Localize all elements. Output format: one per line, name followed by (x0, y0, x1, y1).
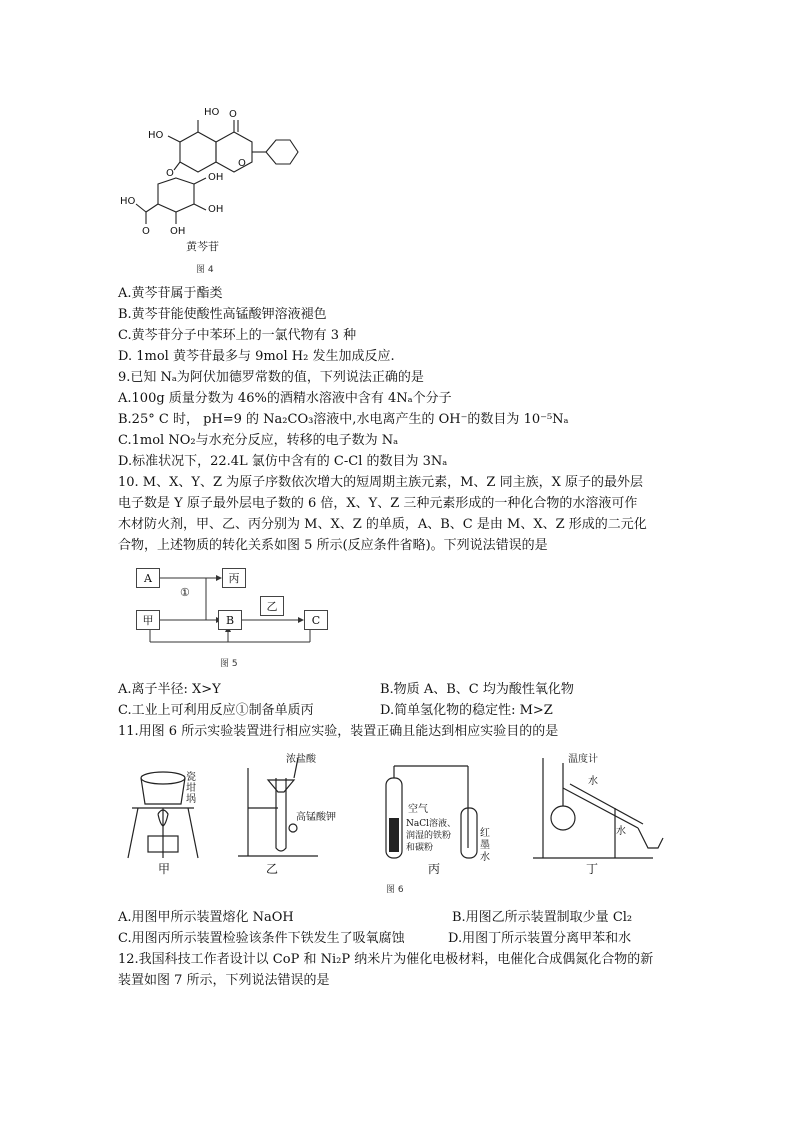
q12-line-2: 装置如图 7 所示，下列说法错误的是 (118, 973, 330, 988)
q9-option-c: C.1mol NO₂与水充分反应，转移的电子数为 Nₐ (118, 433, 399, 448)
node-yi: 乙 (260, 596, 284, 616)
q10-option-b: B.物质 A、B、C 均为酸性氧化物 (380, 682, 574, 697)
apparatus-jia: 甲 (158, 862, 171, 876)
nacl-label-3: 和碳粉 (406, 843, 434, 853)
q8-option-a: A.黄芩苷属于酯类 (118, 286, 223, 301)
water-in-label: 水 (588, 776, 598, 787)
svg-text:O: O (229, 109, 237, 120)
crucible-label-1: 瓷 (186, 772, 196, 783)
figure-4 (118, 100, 303, 275)
q10-option-c: C.工业上可利用反应①制备单质丙 (118, 703, 314, 718)
reaction-one-mark: ① (180, 586, 190, 599)
q10-line-3: 木材防火剂，甲、乙、丙分别为 M、X、Z 的单质，A、B、C 是由 M、X、Z 形成的二元化 (118, 517, 647, 532)
figure-5-caption: 图 5 (220, 659, 238, 669)
q10-option-a: A.离子半径: X>Y (118, 682, 221, 697)
q11-option-d: D.用图丁所示装置分离甲苯和水 (448, 931, 632, 946)
apparatus-yi: 乙 (266, 862, 279, 876)
svg-text:O: O (238, 158, 246, 169)
node-b: B (218, 610, 242, 630)
crucible-label-2: 坩 (186, 783, 196, 794)
q11-option-b: B.用图乙所示装置制取少量 Cl₂ (452, 910, 633, 925)
nacl-label-1: NaCl溶液、 (406, 819, 457, 829)
q9-stem: 9.已知 Nₐ为阿伏加德罗常数的值，下列说法正确的是 (118, 370, 424, 385)
svg-text:OH: OH (208, 172, 224, 183)
svg-text:O: O (166, 168, 174, 179)
apparatus-ding: 丁 (586, 862, 599, 876)
svg-text:HO: HO (204, 107, 220, 118)
q11-option-c: C.用图丙所示装置检验该条件下铁发生了吸氧腐蚀 (118, 931, 405, 946)
svg-text:O: O (142, 226, 150, 237)
node-jia: 甲 (136, 610, 160, 630)
node-bing: 丙 (222, 568, 246, 588)
svg-text:HO: HO (120, 196, 136, 207)
figure-5 (120, 560, 340, 670)
q11-stem: 11.用图 6 所示实验装置进行相应实验，装置正确且能达到相应实验目的的是 (118, 724, 559, 739)
compound-name: 黄芩苷 (186, 240, 219, 253)
hcl-label: 浓盐酸 (286, 754, 316, 765)
kmno4-label: 高锰酸钾 (296, 812, 336, 823)
svg-text:HO: HO (148, 130, 164, 141)
node-a: A (136, 568, 160, 588)
ink-label-1: 红 (480, 828, 490, 839)
q10-line-2: 电子数是 Y 原子最外层电子数的 6 倍，X、Y、Z 三种元素形成的一种化合物的水溶液可作 (118, 496, 638, 511)
q10-line-1: 10. M、X、Y、Z 为原子序数依次增大的短周期主族元素，M、Z 同主族，X 原子的最外层 (118, 475, 643, 490)
nacl-label-2: 润湿的铁粉 (406, 831, 452, 841)
ink-label-2: 墨 (480, 840, 490, 851)
figure-4-caption: 图 4 (196, 265, 214, 275)
apparatus-bing: 丙 (428, 862, 441, 876)
q8-option-c: C.黄芩苷分子中苯环上的一氯代物有 3 种 (118, 328, 357, 343)
q9-option-b: B.25° C 时， pH=9 的 Na₂CO₃溶液中,水电离产生的 OH⁻的数目为 10⁻⁵Nₐ (118, 412, 569, 427)
q9-option-d: D.标准状况下，22.4L 氯仿中含有的 C-Cl 的数目为 3Nₐ (118, 454, 448, 469)
air-label: 空气 (408, 804, 428, 815)
q10-line-4: 合物，上述物质的转化关系如图 5 所示(反应条件省略)。下列说法错误的是 (118, 538, 548, 553)
q9-option-a: A.100g 质量分数为 46%的酒精水溶液中含有 4Nₐ个分子 (118, 391, 452, 406)
q12-line-1: 12.我国科技工作者设计以 CoP 和 Ni₂P 纳米片为催化电极材料，电催化合成偶氮化合物的新 (118, 952, 654, 967)
crucible-label-3: 埚 (186, 794, 196, 805)
q10-option-d: D.简单氢化物的稳定性: M>Z (380, 703, 553, 718)
figure-6 (118, 748, 678, 898)
svg-text:OH: OH (170, 226, 186, 237)
water-out-label: 水 (616, 826, 626, 837)
q8-option-d: D. 1mol 黄芩苷最多与 9mol H₂ 发生加成反应. (118, 349, 395, 364)
figure-6-caption: 图 6 (386, 885, 404, 895)
ink-label-3: 水 (480, 852, 490, 863)
svg-text:OH: OH (208, 204, 224, 215)
thermometer-label: 温度计 (568, 754, 598, 765)
q8-option-b: B.黄芩苷能使酸性高锰酸钾溶液褪色 (118, 307, 327, 322)
node-c: C (304, 610, 328, 630)
q11-option-a: A.用图甲所示装置熔化 NaOH (118, 910, 294, 925)
